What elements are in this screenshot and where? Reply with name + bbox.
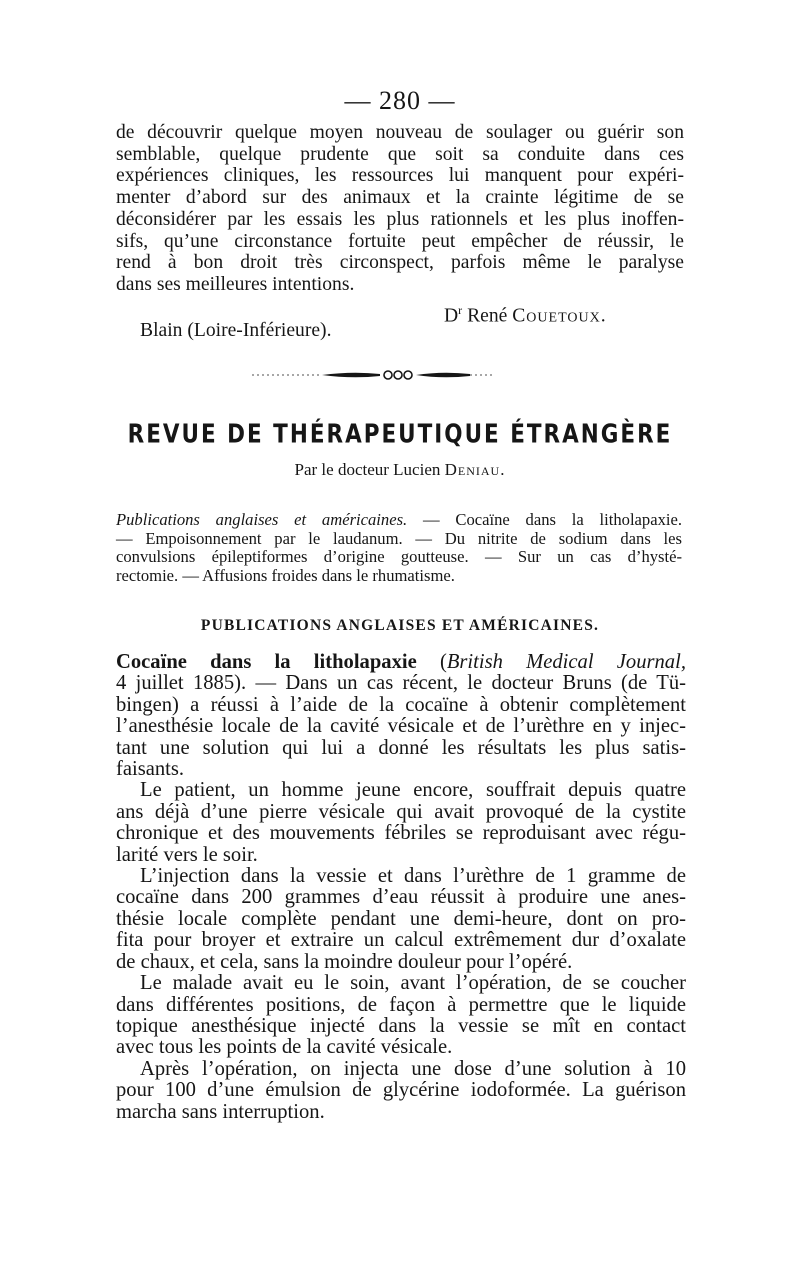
text-line: dans ses meilleures intentions. xyxy=(116,273,355,295)
journal-name: British Medical Journal, xyxy=(446,651,686,673)
text-line: L’injection dans la vessie et dans l’urèthre de 1 gramme de xyxy=(140,865,686,888)
article-heading-line xyxy=(116,652,686,673)
text-line: topique anesthésique injecté dans la vessie se mît en contact xyxy=(116,1014,686,1037)
text-line: menter d’abord sur des animaux et la crainte légitime de se xyxy=(116,187,684,209)
byline-author: Deniau. xyxy=(444,460,506,479)
text-line: rend à bon droit très circonspect, parfois même le paralyse xyxy=(116,252,684,274)
summary-line1-rest: — Cocaïne dans la litholapaxie. xyxy=(407,510,682,529)
signature-title-sup: r xyxy=(458,303,463,317)
text-line: cocaïne dans 200 grammes d’eau réussit à produire une anes- xyxy=(116,886,686,909)
summary-line: rectomie. — Affusions froides dans le rhumatisme. xyxy=(116,565,455,585)
text-line: larité vers le soir. xyxy=(116,843,258,866)
article-heading: Cocaïne dans la litholapaxie xyxy=(116,651,417,673)
text-line: de chaux, et cela, sans la moindre douleur pour l’opéré. xyxy=(116,950,573,973)
summary-line: convulsions épileptiformes d’origine goutteuse. — Sur un cas d’hysté- xyxy=(116,547,682,566)
text-line: Le malade avait eu le soin, avant l’opération, de se coucher xyxy=(140,972,686,995)
text-line: semblable, quelque prudente que soit sa conduite dans ces xyxy=(116,143,684,165)
summary-italic: Publications anglaises et américaines. xyxy=(116,510,408,529)
heading-open-paren: ( xyxy=(416,651,447,673)
ornament-divider xyxy=(252,366,492,384)
text-line: expériences cliniques, les ressources lui manquent pour expéri- xyxy=(116,165,684,187)
signature-last-name: Couetoux. xyxy=(512,305,607,327)
text-line: chronique et des mouvements fébriles se reproduisant avec régu- xyxy=(116,822,686,845)
text-line: déconsidérer par les essais les plus rationnels et les plus inoffen- xyxy=(116,208,684,230)
text-line: thésie locale complète pendant une demi-heure, dont on pro- xyxy=(116,907,686,930)
text-line: faisants. xyxy=(116,758,185,781)
text-line: pour 100 d’une émulsion de glycérine iodoformée. La guérison xyxy=(116,1079,686,1102)
byline-prefix: Par le docteur Lucien xyxy=(294,460,441,479)
text-line: ans déjà d’une pierre vésicale qui avait provoqué de la cystite xyxy=(116,800,686,823)
page-number: — 280 — xyxy=(344,86,456,115)
text-line: de découvrir quelque moyen nouveau de soulager ou guérir son xyxy=(116,122,684,143)
text-line: marcha sans interruption. xyxy=(116,1100,325,1123)
subsection-heading: PUBLICATIONS ANGLAISES ET AMÉRICAINES. xyxy=(200,617,600,634)
text-line: dans différentes positions, de façon à permettre que le liquide xyxy=(116,993,686,1016)
section-title: REVUE DE THÉRAPEUTIQUE ÉTRANGÈRE xyxy=(127,420,673,450)
text-line: sifs, qu’une circonstance fortuite peut empêcher de réussir, le xyxy=(116,230,684,252)
article-body xyxy=(116,652,686,1123)
section-summary xyxy=(116,511,682,585)
intro-paragraph xyxy=(116,122,684,296)
text-line: bingen) a réussi à l’aide de la cocaïne à obtenir complètement xyxy=(116,693,686,716)
byline xyxy=(0,460,800,480)
text-line: Le patient, un homme jeune encore, souffrait depuis quatre xyxy=(140,779,686,802)
author-signature xyxy=(444,303,607,328)
text-line: l’anesthésie locale de la cavité vésicale et de l’urèthre en y injec- xyxy=(116,715,686,738)
summary-line: — Empoisonnement par le laudanum. — Du nitrite de sodium dans les xyxy=(116,528,682,548)
signature-first-name: René xyxy=(467,305,508,327)
text-line: fita pour broyer et extraire un calcul extrêmement dur d’oxalate xyxy=(116,929,686,952)
text-line: avec tous les points de la cavité vésicale. xyxy=(116,1036,453,1059)
signature-title: D xyxy=(444,305,459,327)
text-line: Après l’opération, on injecta une dose d’une solution à 10 xyxy=(140,1057,686,1080)
text-line: tant une solution qui lui a donné les résultats les plus satis- xyxy=(116,736,686,759)
text-line: 4 juillet 1885). — Dans un cas récent, le docteur Bruns (de Tü- xyxy=(116,672,686,695)
author-location: Blain (Loire-Inférieure). xyxy=(140,320,332,341)
summary-line xyxy=(116,511,682,530)
